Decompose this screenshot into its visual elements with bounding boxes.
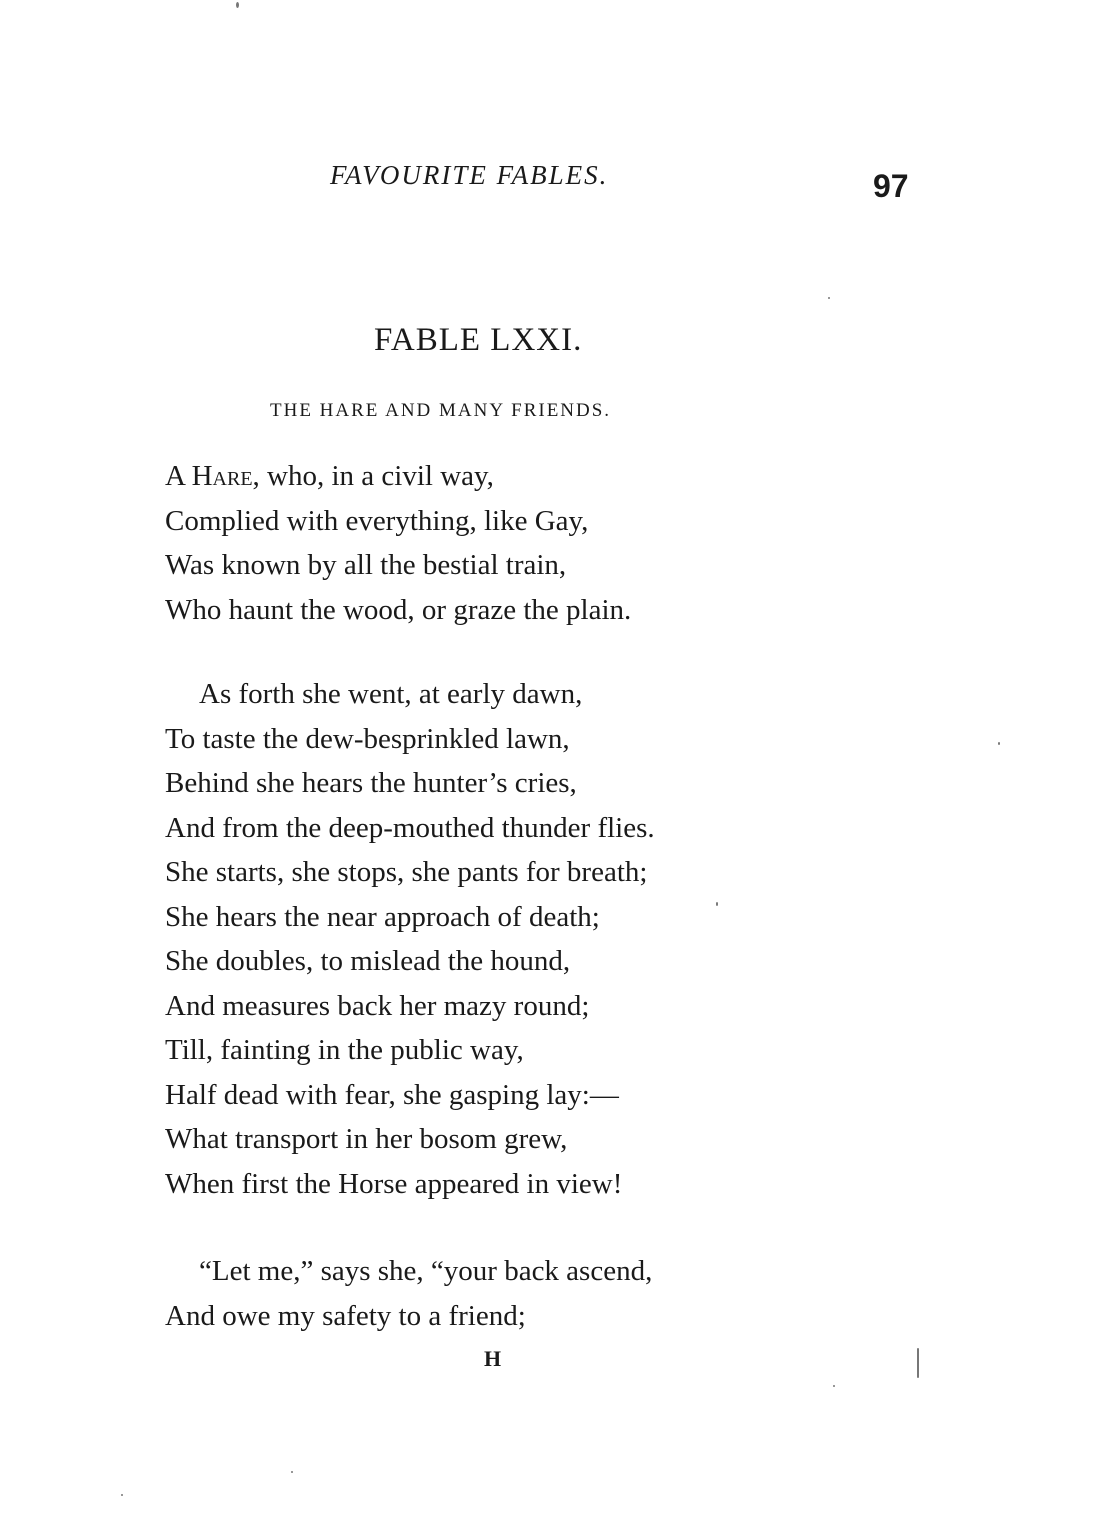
verse-line: And owe my safety to a friend; — [165, 1299, 526, 1332]
verse-line: As forth she went, at early dawn, — [199, 678, 583, 710]
verse-line: And measures back her mazy round; — [165, 989, 590, 1022]
verse-line: She doubles, to mislead the hound, — [165, 945, 571, 977]
verse-line: “Let me,” says she, “your back ascend, — [199, 1255, 653, 1287]
verse-line: To taste the dew-besprinkled lawn, — [165, 722, 570, 755]
verse-line: A Hare, who, in a civil way, — [165, 460, 494, 492]
stanza-1 — [165, 454, 885, 632]
page-number: 97 — [873, 168, 909, 204]
scan-speck — [121, 1494, 123, 1496]
verse-line: Half dead with fear, she gasping lay:— — [165, 1078, 619, 1111]
verse-line: She starts, she stops, she pants for breath; — [165, 856, 648, 888]
stanza-2 — [165, 672, 885, 1206]
signature-mark: H — [484, 1346, 502, 1371]
verse-line: When first the Horse appeared in view! — [165, 1167, 623, 1200]
verse-line: And from the deep-mouthed thunder flies. — [165, 811, 655, 844]
verse-line: Behind she hears the hunter’s cries, — [165, 767, 577, 799]
verse-line: She hears the near approach of death; — [165, 900, 600, 933]
fable-title: FABLE LXXI. — [374, 322, 583, 358]
verse-line: Till, fainting in the public way, — [165, 1034, 524, 1066]
running-head: FAVOURITE FABLES. — [330, 160, 609, 190]
scan-speck — [833, 1385, 835, 1387]
scan-speck — [998, 742, 1000, 745]
fable-subtitle: THE HARE AND MANY FRIENDS. — [270, 400, 612, 421]
verse-line: Who haunt the wood, or graze the plain. — [165, 593, 632, 626]
verse-line: What transport in her bosom grew, — [165, 1123, 568, 1155]
stanza-3 — [165, 1249, 885, 1338]
small-caps-word: Hare — [191, 460, 253, 492]
scan-speck — [716, 902, 718, 906]
verse-line: Complied with everything, like Gay, — [165, 504, 589, 537]
verse-line: Was known by all the bestial train, — [165, 549, 567, 581]
scan-speck — [236, 2, 239, 8]
scan-speck — [291, 1471, 293, 1473]
scan-speck — [917, 1348, 919, 1378]
scan-speck — [828, 297, 830, 299]
